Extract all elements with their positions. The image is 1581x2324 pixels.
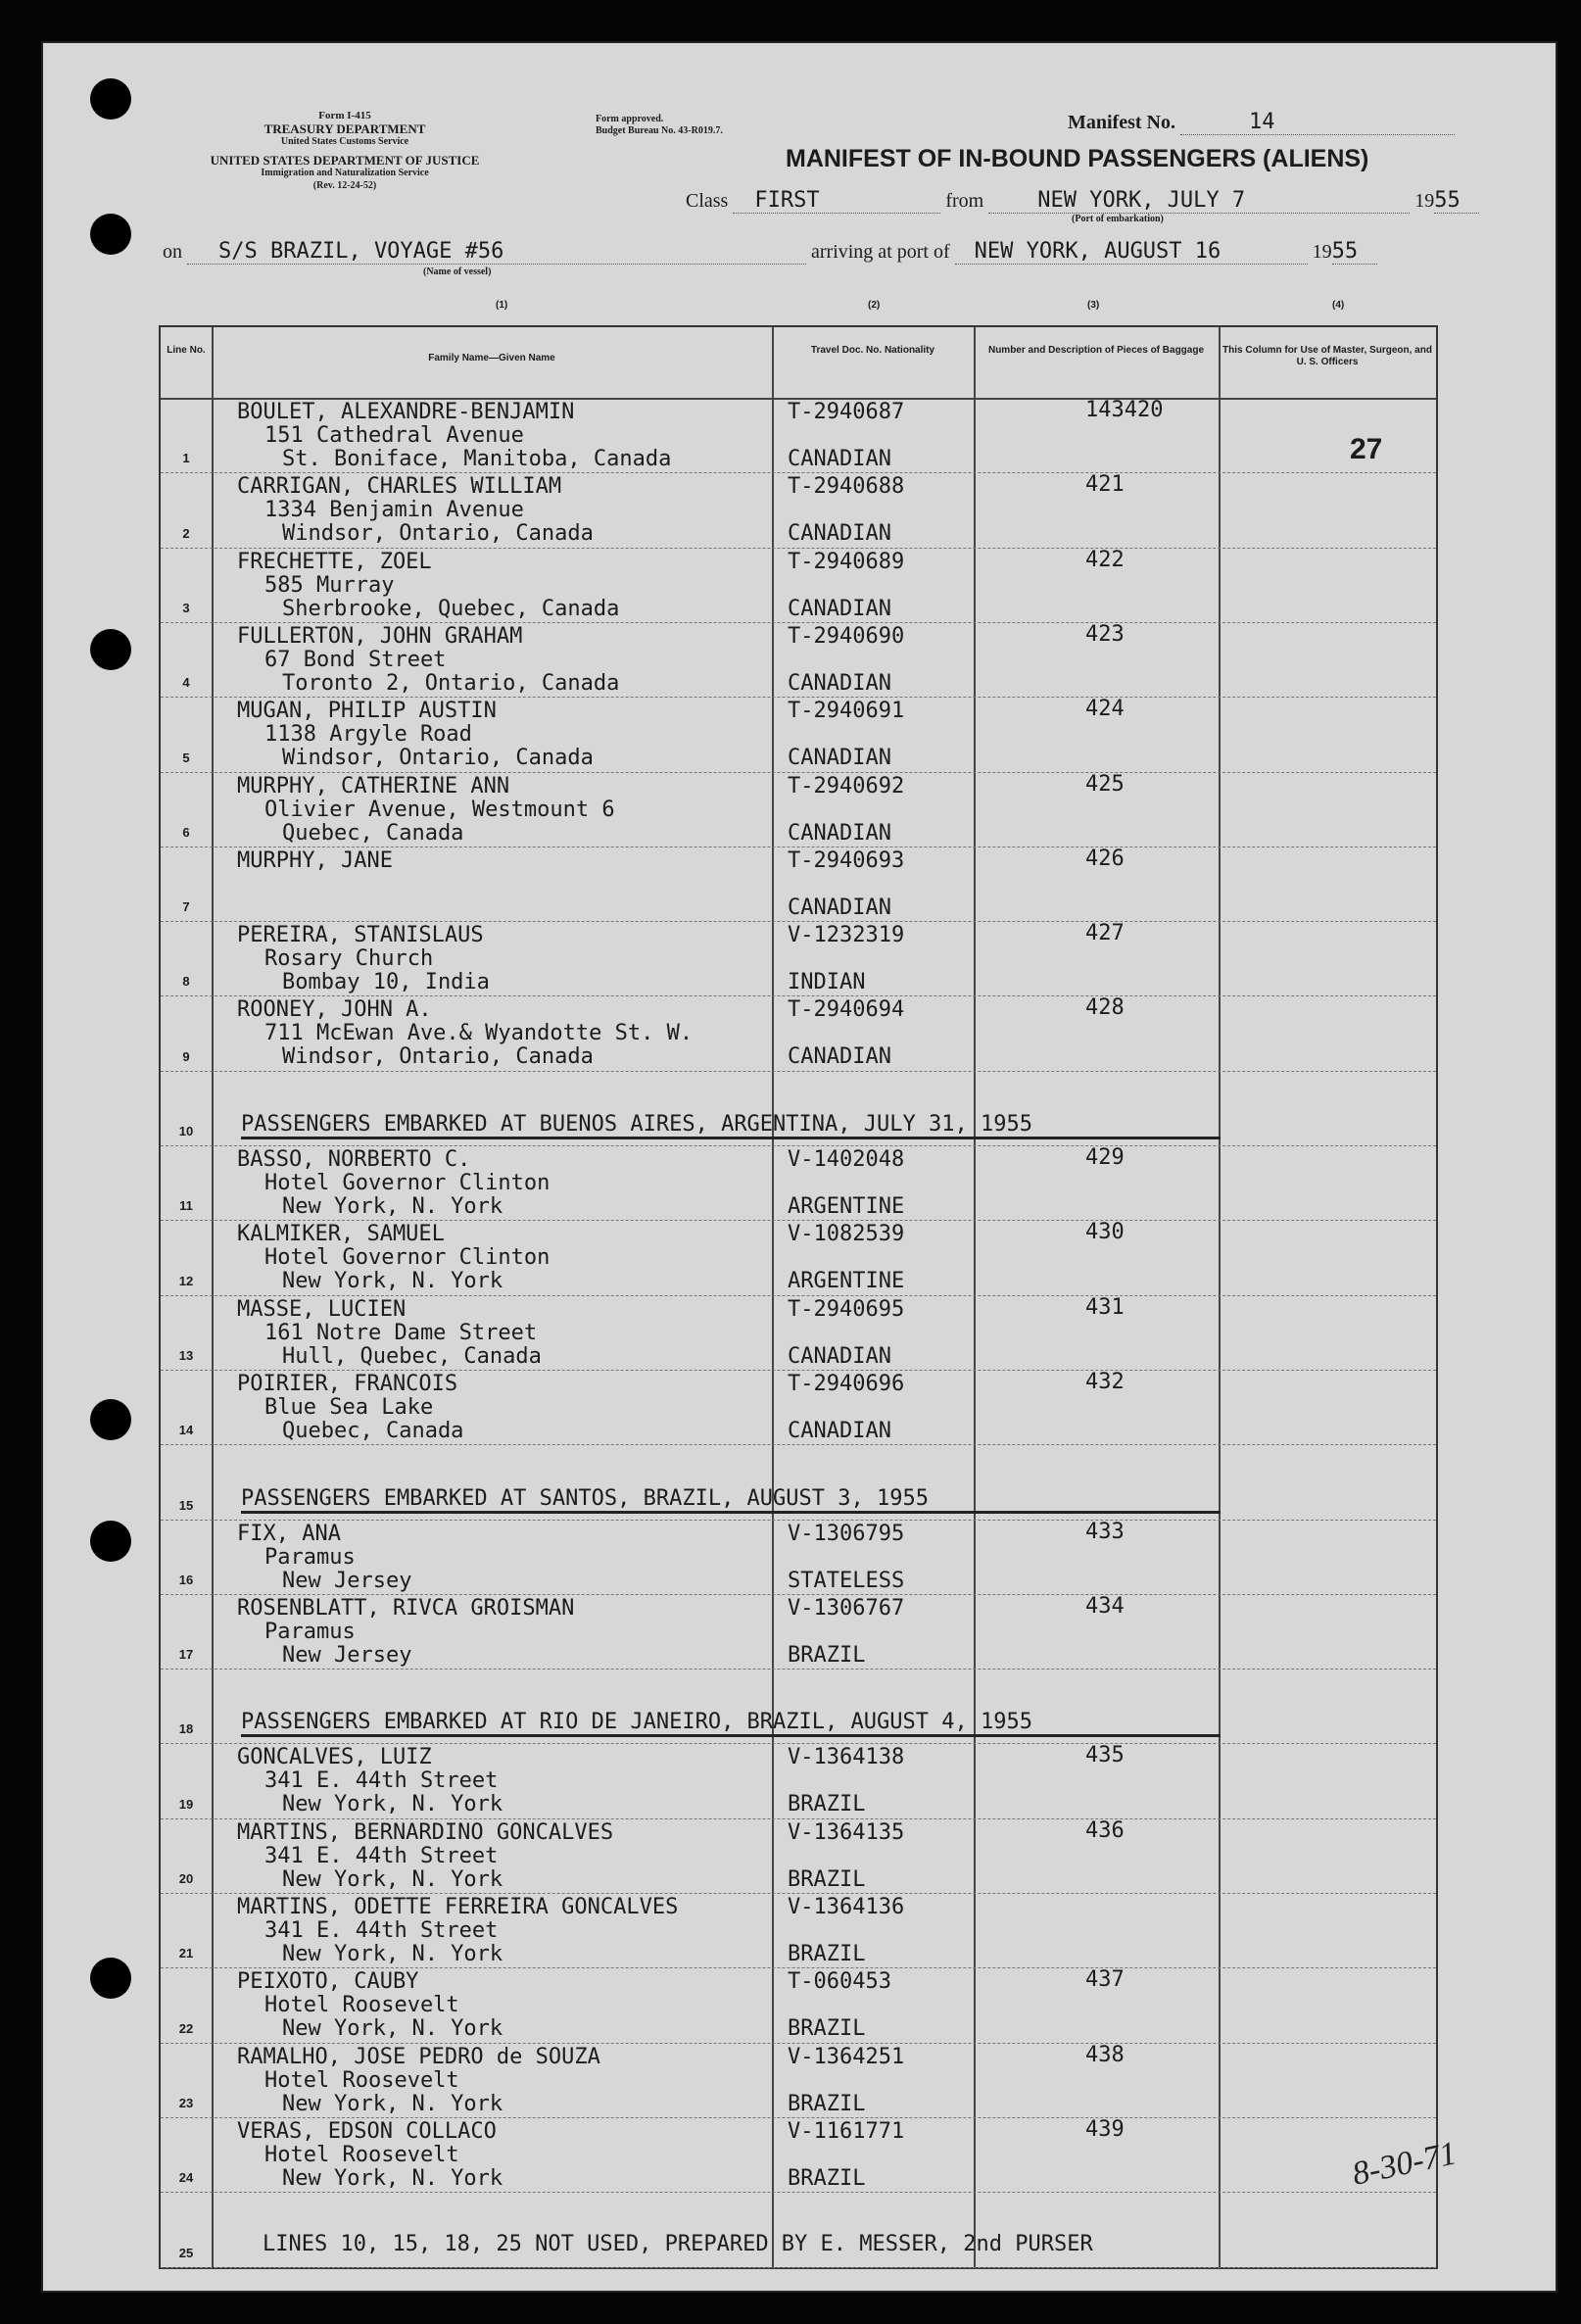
manifest-number-row bbox=[1068, 110, 1455, 135]
passenger-address-line-1: Paramus bbox=[264, 1619, 356, 1644]
passenger-address-line-1: Hotel Roosevelt bbox=[264, 2067, 459, 2093]
passenger-address-line-1: 1334 Benjamin Avenue bbox=[264, 498, 524, 523]
section-heading: PASSENGERS EMBARKED AT SANTOS, BRAZIL, AUGUST 3, 1955 bbox=[241, 1486, 1221, 1514]
passenger-address-line-2: Windsor, Ontario, Canada bbox=[282, 521, 594, 547]
arriving-value: NEW YORK, AUGUST 16 bbox=[955, 239, 1308, 265]
nationality: CANADIAN bbox=[788, 1418, 891, 1443]
travel-doc-number: T-2940696 bbox=[788, 1371, 905, 1396]
row-rule bbox=[161, 472, 1436, 473]
travel-doc-number: T-2940689 bbox=[788, 549, 905, 574]
year-2: 55 bbox=[1332, 239, 1377, 265]
passenger-address-line-2: Quebec, Canada bbox=[282, 1418, 464, 1443]
passenger-address-line-2: New York, N. York bbox=[282, 1194, 503, 1219]
from-label: from bbox=[945, 190, 984, 212]
nationality: CANADIAN bbox=[788, 670, 891, 696]
passenger-address-line-2: Bombay 10, India bbox=[282, 970, 490, 995]
binder-hole bbox=[90, 1521, 131, 1562]
passenger-address-line-1: Blue Sea Lake bbox=[264, 1394, 434, 1420]
row-rule bbox=[161, 1669, 1436, 1670]
baggage-number: 424 bbox=[1085, 697, 1125, 722]
nationality: ARGENTINE bbox=[788, 1269, 905, 1294]
baggage-number: 439 bbox=[1085, 2116, 1125, 2142]
passenger-address-line-2: New York, N. York bbox=[282, 1942, 503, 1966]
passenger-address-line-1: Paramus bbox=[264, 1544, 356, 1570]
column-divider bbox=[212, 327, 214, 2267]
line-number: 10 bbox=[178, 1124, 194, 1138]
budget-bureau: Budget Bureau No. 43-R019.7. bbox=[596, 125, 723, 136]
form-agency-block bbox=[159, 110, 531, 192]
baggage-number: 432 bbox=[1085, 1369, 1125, 1394]
baggage-number: 434 bbox=[1085, 1593, 1125, 1619]
nationality: CANADIAN bbox=[788, 1343, 891, 1369]
passenger-name: PEREIRA, STANISLAUS bbox=[237, 923, 484, 948]
travel-doc-number: T-2940688 bbox=[788, 474, 905, 500]
nationality: CANADIAN bbox=[788, 521, 891, 547]
baggage-number: 426 bbox=[1085, 846, 1125, 871]
row-rule bbox=[161, 1145, 1436, 1146]
line-number: 21 bbox=[178, 1946, 194, 1961]
row-rule bbox=[161, 1220, 1436, 1221]
passenger-name: MARTINS, BERNARDINO GONCALVES bbox=[237, 1819, 614, 1845]
passenger-name: VERAS, EDSON COLLACO bbox=[237, 2118, 497, 2144]
line-number: 20 bbox=[178, 1871, 194, 1886]
line-number: 1 bbox=[182, 451, 190, 466]
passenger-address-line-2: New York, N. York bbox=[282, 2165, 503, 2191]
baggage-number: 430 bbox=[1085, 1220, 1125, 1245]
binder-hole bbox=[90, 629, 131, 670]
year-prefix-2: 19 bbox=[1312, 241, 1332, 263]
footer-note: LINES 10, 15, 18, 25 NOT USED, PREPARED BY E. MESSER, 2nd PURSER bbox=[263, 2231, 1093, 2256]
line-number: 19 bbox=[178, 1796, 194, 1812]
baggage-number: 428 bbox=[1085, 995, 1125, 1021]
nationality: CANADIAN bbox=[788, 820, 891, 846]
passenger-address-line-1: Hotel Roosevelt bbox=[264, 2142, 459, 2167]
passenger-name: ROSENBLATT, RIVCA GROISMAN bbox=[237, 1595, 575, 1621]
column-divider bbox=[772, 327, 774, 2267]
passenger-address-line-2: Windsor, Ontario, Canada bbox=[282, 1044, 594, 1070]
binder-hole bbox=[90, 78, 131, 120]
line-number: 17 bbox=[178, 1647, 194, 1663]
travel-doc-number: T-2940691 bbox=[788, 699, 905, 724]
nationality: BRAZIL bbox=[788, 2091, 866, 2116]
margin-note: 8-30-71 bbox=[1349, 2135, 1461, 2193]
baggage-number: 436 bbox=[1085, 1817, 1125, 1843]
passenger-address-line-2: Windsor, Ontario, Canada bbox=[282, 746, 594, 771]
passenger-table bbox=[159, 325, 1438, 2269]
travel-doc-number: T-060453 bbox=[788, 1969, 891, 1995]
row-rule bbox=[161, 1520, 1436, 1521]
line-number: 7 bbox=[182, 899, 190, 915]
travel-doc-number: T-2940690 bbox=[788, 623, 905, 649]
travel-doc-number: V-1161771 bbox=[788, 2118, 905, 2144]
travel-doc-number: V-1364135 bbox=[788, 1819, 905, 1845]
baggage-number: 427 bbox=[1085, 921, 1125, 946]
row-rule bbox=[161, 548, 1436, 549]
nationality: CANADIAN bbox=[788, 596, 891, 621]
passenger-address-line-2: New York, N. York bbox=[282, 2091, 503, 2116]
nationality: CANADIAN bbox=[788, 895, 891, 920]
passenger-address-line-2: St. Boniface, Manitoba, Canada bbox=[282, 447, 672, 471]
nationality: STATELESS bbox=[788, 1568, 905, 1593]
section-heading: PASSENGERS EMBARKED AT RIO DE JANEIRO, BRAZIL, AUGUST 4, 1955 bbox=[241, 1710, 1221, 1737]
nationality: BRAZIL bbox=[788, 1792, 866, 1817]
port-embark-note: (Port of embarkation) bbox=[1072, 214, 1164, 224]
year-1: 55 bbox=[1434, 188, 1479, 214]
approval-block bbox=[596, 114, 723, 137]
travel-doc-number: T-2940695 bbox=[788, 1296, 905, 1322]
line-number: 22 bbox=[178, 2020, 194, 2036]
nationality: CANADIAN bbox=[788, 1044, 891, 1070]
passenger-address-line-2: New York, N. York bbox=[282, 1269, 503, 1294]
baggage-number: 423 bbox=[1085, 621, 1125, 647]
passenger-name: CARRIGAN, CHARLES WILLIAM bbox=[237, 474, 562, 500]
passenger-name: MUGAN, PHILIP AUSTIN bbox=[237, 699, 497, 724]
binder-hole bbox=[90, 214, 131, 255]
row-rule bbox=[161, 1295, 1436, 1296]
line-number: 9 bbox=[182, 1048, 190, 1064]
passenger-address-line-1: 151 Cathedral Avenue bbox=[264, 423, 524, 448]
vessel-value: S/S BRAZIL, VOYAGE #56 bbox=[187, 239, 806, 265]
passenger-address-line-1: 161 Notre Dame Street bbox=[264, 1320, 538, 1345]
travel-doc-number: T-2940687 bbox=[788, 400, 905, 424]
form-id: Form I-415 bbox=[318, 110, 371, 121]
nationality: BRAZIL bbox=[788, 1942, 866, 1966]
nationality: BRAZIL bbox=[788, 1866, 866, 1892]
column-number-2: (2) bbox=[868, 300, 881, 311]
passenger-name: GONCALVES, LUIZ bbox=[237, 1745, 432, 1770]
line-no-header: Line No. bbox=[167, 345, 206, 356]
passenger-address-line-2: Hull, Quebec, Canada bbox=[282, 1343, 542, 1369]
row-rule bbox=[161, 2192, 1436, 2193]
form-approved: Form approved. bbox=[596, 114, 664, 124]
line-number: 14 bbox=[178, 1423, 194, 1438]
rev-label: (Rev. 12-24-52) bbox=[312, 180, 377, 191]
binder-hole bbox=[90, 1399, 131, 1440]
passenger-name: KALMIKER, SAMUEL bbox=[237, 1222, 445, 1247]
column-divider bbox=[1219, 327, 1221, 2267]
from-value: NEW YORK, JULY 7 bbox=[988, 188, 1410, 214]
line-number: 4 bbox=[182, 675, 190, 691]
manifest-number: 14 bbox=[1180, 110, 1455, 135]
passenger-address-line-1: 585 Murray bbox=[264, 572, 395, 598]
line-number: 18 bbox=[178, 1721, 194, 1737]
nationality: CANADIAN bbox=[788, 447, 891, 471]
travel-doc-number: V-1364138 bbox=[788, 1745, 905, 1770]
row-rule bbox=[161, 2117, 1436, 2118]
row-rule bbox=[161, 2043, 1436, 2044]
row-rule bbox=[161, 1818, 1436, 1819]
passenger-address-line-2: Toronto 2, Ontario, Canada bbox=[282, 670, 620, 696]
passenger-address-line-1: 1138 Argyle Road bbox=[264, 722, 472, 748]
row-rule bbox=[161, 921, 1436, 922]
line-number: 2 bbox=[182, 525, 190, 541]
passenger-name: POIRIER, FRANCOIS bbox=[237, 1371, 458, 1396]
row-rule bbox=[161, 1594, 1436, 1595]
nationality: CANADIAN bbox=[788, 746, 891, 771]
row-rule bbox=[161, 1071, 1436, 1072]
ins-label: Immigration and Naturalization Service bbox=[261, 168, 429, 178]
passenger-address-line-1: Hotel Roosevelt bbox=[264, 1993, 459, 2018]
class-label: Class bbox=[686, 190, 729, 212]
baggage-header: Number and Description of Pieces of Baggage bbox=[987, 345, 1205, 356]
justice-label: UNITED STATES DEPARTMENT OF JUSTICE bbox=[210, 153, 480, 168]
vessel-row bbox=[163, 239, 1377, 265]
year-prefix-1: 19 bbox=[1414, 190, 1435, 212]
travel-doc-number: T-2940694 bbox=[788, 997, 905, 1023]
baggage-number: 143420 bbox=[1085, 398, 1164, 422]
row-rule bbox=[161, 1967, 1436, 1968]
row-rule bbox=[161, 772, 1436, 773]
travel-doc-number: T-2940692 bbox=[788, 773, 905, 799]
travel-doc-header: Travel Doc. No. Nationality bbox=[810, 345, 935, 356]
line-number: 12 bbox=[178, 1273, 194, 1288]
baggage-number: 431 bbox=[1085, 1294, 1125, 1320]
passenger-address-line-2: New York, N. York bbox=[282, 1866, 503, 1892]
name-header: Family Name—Given Name bbox=[428, 353, 555, 363]
baggage-number: 433 bbox=[1085, 1519, 1125, 1544]
officers-header: This Column for Use of Master, Surgeon, and U. S. Officers bbox=[1222, 345, 1432, 367]
passenger-address-line-2: Quebec, Canada bbox=[282, 820, 464, 846]
row-rule bbox=[161, 2267, 1436, 2268]
line-number: 15 bbox=[178, 1497, 194, 1513]
travel-doc-number: T-2940693 bbox=[788, 847, 905, 873]
passenger-address-line-1: Hotel Governor Clinton bbox=[264, 1245, 551, 1271]
column-divider bbox=[974, 327, 976, 2267]
baggage-number: 421 bbox=[1085, 472, 1125, 498]
arriving-label: arriving at port of bbox=[811, 241, 950, 263]
baggage-number: 429 bbox=[1085, 1145, 1125, 1170]
column-number-4: (4) bbox=[1332, 300, 1345, 311]
travel-doc-number: V-1306767 bbox=[788, 1595, 905, 1621]
travel-doc-number: V-1232319 bbox=[788, 923, 905, 948]
passenger-address-line-1: Rosary Church bbox=[264, 946, 434, 972]
line-number: 23 bbox=[178, 2095, 194, 2110]
row-rule bbox=[161, 1444, 1436, 1445]
passenger-name: BASSO, NORBERTO C. bbox=[237, 1147, 471, 1172]
travel-doc-number: V-1082539 bbox=[788, 1222, 905, 1247]
baggage-number: 437 bbox=[1085, 1967, 1125, 1993]
passenger-address-line-1: 341 E. 44th Street bbox=[264, 1918, 499, 1943]
manifest-label: Manifest No. bbox=[1068, 112, 1175, 133]
line-number: 25 bbox=[178, 2245, 194, 2260]
passenger-address-line-2: New Jersey bbox=[282, 1568, 412, 1593]
nationality: BRAZIL bbox=[788, 2165, 866, 2191]
passenger-name: FRECHETTE, ZOEL bbox=[237, 549, 432, 574]
line-number: 24 bbox=[178, 2170, 194, 2186]
class-row bbox=[686, 188, 1479, 214]
travel-doc-number: V-1402048 bbox=[788, 1147, 905, 1172]
line-number: 11 bbox=[179, 1198, 193, 1214]
baggage-number: 438 bbox=[1085, 2042, 1125, 2067]
passenger-name: MARTINS, ODETTE FERREIRA GONCALVES bbox=[237, 1895, 679, 1919]
nationality: ARGENTINE bbox=[788, 1194, 905, 1219]
section-heading: PASSENGERS EMBARKED AT BUENOS AIRES, ARGENTINA, JULY 31, 1955 bbox=[241, 1112, 1221, 1139]
column-number-1: (1) bbox=[496, 300, 508, 311]
class-value: FIRST bbox=[733, 188, 940, 214]
line-number: 5 bbox=[182, 750, 190, 765]
baggage-number: 435 bbox=[1085, 1743, 1125, 1768]
passenger-address-line-1: 341 E. 44th Street bbox=[264, 1768, 499, 1794]
row-rule bbox=[161, 1370, 1436, 1371]
passenger-name: MURPHY, JANE bbox=[237, 847, 393, 873]
row-rule bbox=[161, 697, 1436, 698]
passenger-name: FIX, ANA bbox=[237, 1521, 341, 1546]
passenger-name: FULLERTON, JOHN GRAHAM bbox=[237, 623, 523, 649]
nationality: INDIAN bbox=[788, 970, 866, 995]
passenger-address-line-1: 67 Bond Street bbox=[264, 647, 447, 672]
line-number: 16 bbox=[178, 1572, 194, 1587]
travel-doc-number: V-1364136 bbox=[788, 1895, 905, 1919]
line-number: 8 bbox=[182, 974, 190, 990]
treasury-label: TREASURY DEPARTMENT bbox=[264, 121, 426, 136]
passenger-address-line-1: Hotel Governor Clinton bbox=[264, 1171, 551, 1195]
binder-hole bbox=[90, 1958, 131, 1999]
passenger-address-line-2: Sherbrooke, Quebec, Canada bbox=[282, 596, 620, 621]
passenger-name: BOULET, ALEXANDRE-BENJAMIN bbox=[237, 400, 575, 424]
baggage-number: 422 bbox=[1085, 547, 1125, 572]
row-rule bbox=[161, 1743, 1436, 1744]
row-rule bbox=[161, 622, 1436, 623]
passenger-name: PEIXOTO, CAUBY bbox=[237, 1969, 419, 1995]
travel-doc-number: V-1306795 bbox=[788, 1521, 905, 1546]
row-rule bbox=[161, 1893, 1436, 1894]
passenger-name: MURPHY, CATHERINE ANN bbox=[237, 773, 510, 799]
line-number: 3 bbox=[182, 600, 190, 615]
on-label: on bbox=[163, 241, 182, 263]
line-number: 6 bbox=[182, 824, 190, 840]
baggage-number: 425 bbox=[1085, 771, 1125, 797]
passenger-address-line-2: New York, N. York bbox=[282, 2016, 503, 2042]
passenger-address-line-1: Olivier Avenue, Westmount 6 bbox=[264, 797, 615, 822]
officer-note: 27 bbox=[1350, 433, 1383, 465]
customs-label: United States Customs Service bbox=[280, 136, 409, 147]
travel-doc-number: V-1364251 bbox=[788, 2044, 905, 2069]
row-rule bbox=[161, 995, 1436, 996]
nationality: BRAZIL bbox=[788, 1642, 866, 1668]
passenger-address-line-1: 711 McEwan Ave.& Wyandotte St. W. bbox=[264, 1021, 694, 1046]
passenger-address-line-2: New Jersey bbox=[282, 1642, 412, 1668]
line-number: 13 bbox=[178, 1347, 194, 1363]
nationality: BRAZIL bbox=[788, 2016, 866, 2042]
passenger-address-line-1: 341 E. 44th Street bbox=[264, 1843, 499, 1868]
vessel-note: (Name of vessel) bbox=[423, 266, 492, 277]
manifest-title: MANIFEST OF IN-BOUND PASSENGERS (ALIENS) bbox=[786, 145, 1369, 172]
passenger-address-line-2: New York, N. York bbox=[282, 1792, 503, 1817]
passenger-name: RAMALHO, JOSE PEDRO de SOUZA bbox=[237, 2044, 600, 2069]
passenger-name: ROONEY, JOHN A. bbox=[237, 997, 432, 1023]
passenger-name: MASSE, LUCIEN bbox=[237, 1296, 407, 1322]
column-number-3: (3) bbox=[1087, 300, 1100, 311]
